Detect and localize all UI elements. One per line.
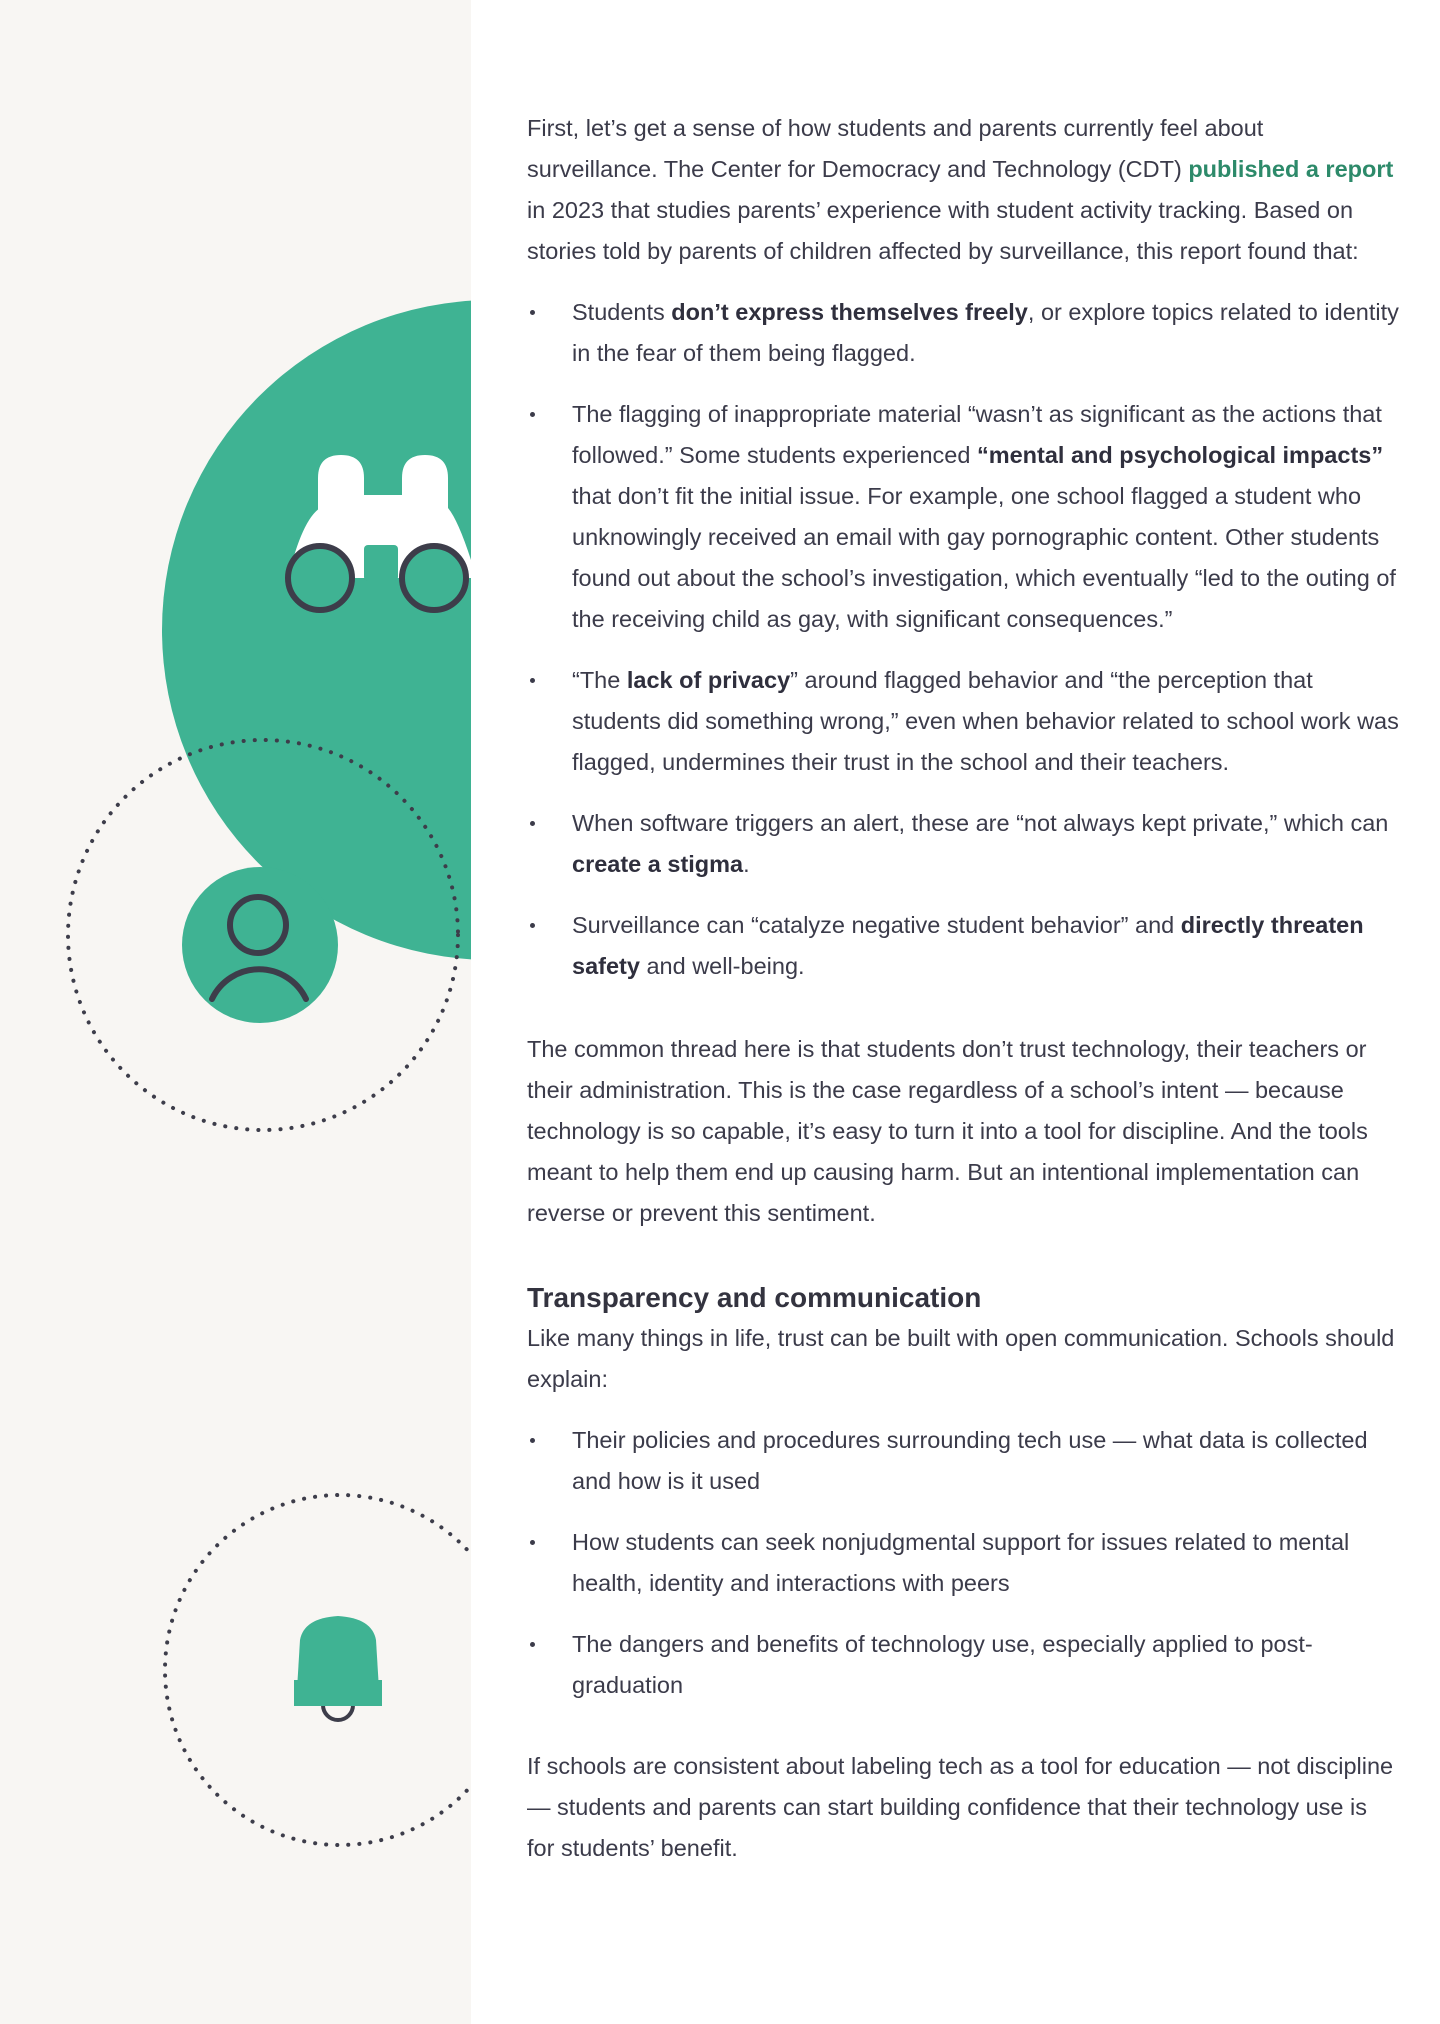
list-item: How students can seek nonjudgmental support for issues related to mental health, identity and interactions with peers — [527, 1522, 1399, 1604]
list-item: The dangers and benefits of technology use, especially applied to post-graduation — [527, 1624, 1399, 1706]
list-item: “The lack of privacy” around flagged behavior and “the perception that students did something wrong,” even when behavior related to school work was flagged, undermines their trust in the school and their teachers. — [527, 660, 1399, 783]
thread-paragraph: The common thread here is that students don’t trust technology, their teachers or their administration. This is the case regardless of a school’s intent — because technology is so capable, it’s easy to turn it into a tool for discipline. And the tools meant to help them end up causing harm. But an intentional implementation can reverse or prevent this sentiment. — [527, 1036, 1368, 1226]
decorative-circle-large — [162, 300, 471, 960]
list-item: Surveillance can “catalyze negative student behavior” and directly threaten safety and well-being. — [527, 905, 1399, 987]
bell-icon — [294, 1616, 382, 1720]
explain-list — [527, 1420, 1399, 1706]
section-heading: Transparency and communication — [527, 1282, 982, 1313]
closing-paragraph: If schools are consistent about labeling tech as a tool for education — not discipline — students and parents can start building confidence that their technology use is for students’ benefit. — [527, 1753, 1394, 1861]
published-report-link[interactable]: published a report — [1188, 156, 1394, 182]
list-item: Their policies and procedures surrounding tech use — what data is collected and how is it used — [527, 1420, 1399, 1502]
findings-list — [527, 292, 1399, 987]
list-item: The flagging of inappropriate material “wasn’t as significant as the actions that followed.” Some students experienced “mental and psychological impacts” that don’t fit the initial issue. For example, one school flagged a student who unknowingly received an email with gay pornographic content. Other students found out about the school’s investigation, which eventually “led to the outing of the receiving child as gay, with significant consequences.” — [527, 394, 1399, 640]
intro-paragraph: First, let’s get a sense of how students and parents currently feel about surveillance. The Center for Democracy and Technology (CDT) published a report in 2023 that studies parents’ experience with student activity tracking. Based on stories told by parents of children affected by surveillance, this report found that: — [527, 115, 1394, 264]
decorative-panel — [0, 0, 471, 2024]
list-item: Students don’t express themselves freely, or explore topics related to identity in the fear of them being flagged. — [527, 292, 1399, 374]
section-intro: Like many things in life, trust can be built with open communication. Schools should explain: — [527, 1325, 1395, 1392]
list-item: When software triggers an alert, these are “not always kept private,” which can create a stigma. — [527, 803, 1399, 885]
article-body — [527, 108, 1399, 1869]
decorative-illustration — [0, 0, 471, 2024]
user-icon — [182, 867, 338, 1023]
